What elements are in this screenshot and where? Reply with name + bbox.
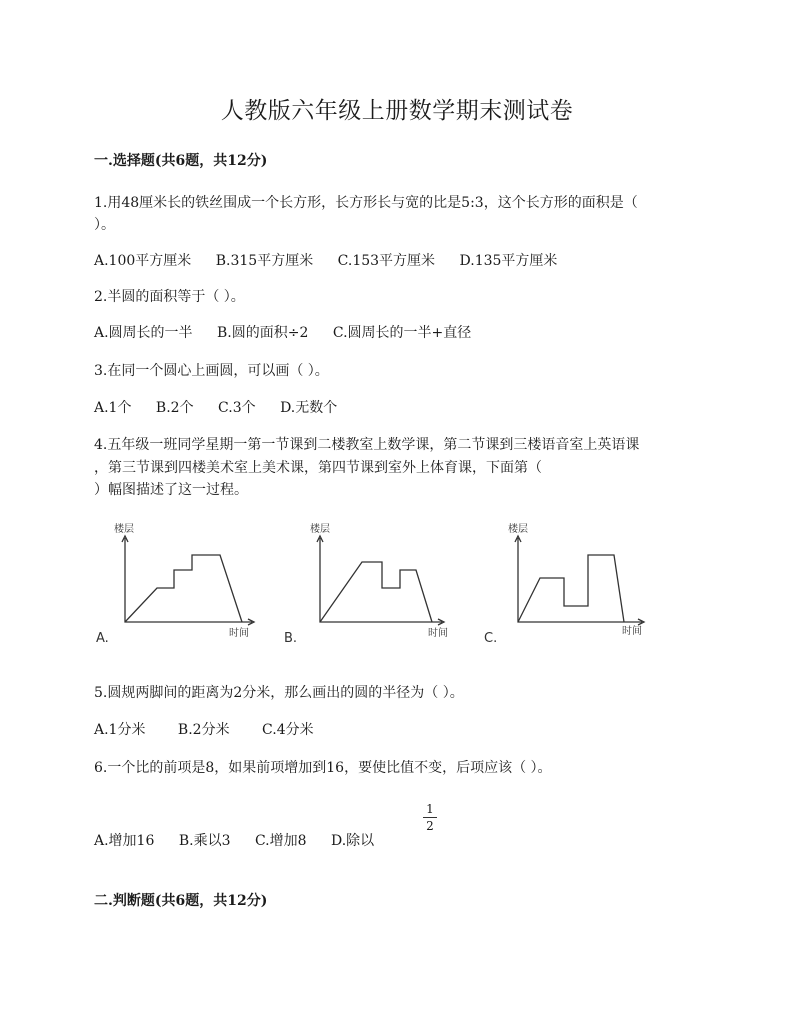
x-axis-label: 时间 [428,628,448,639]
option-b: B.圆的面积÷2 [217,325,309,341]
question-3-options [94,397,357,417]
option-b: B.315平方厘米 [215,253,314,269]
chart-label: C. [484,631,498,646]
option-b: B.2个 [155,400,194,416]
option-c: C.增加8 [254,833,307,849]
question-6-options [94,830,394,850]
option-d: D.135平方厘米 [459,253,558,269]
option-chart-c [482,520,652,650]
option-a: A.圆周长的一半 [94,325,193,341]
option-c: C.153平方厘米 [337,253,436,269]
question-4-line3: ）幅图描述了这一过程。 [94,482,248,498]
y-axis-label: 楼层 [114,524,134,535]
page-title: 人教版六年级上册数学期末测试卷 [220,98,574,124]
question-5-options [94,719,334,739]
fraction-numerator: 1 [426,802,434,816]
section-heading-judgement: 二.判断题(共6题，共12分) [94,893,268,909]
question-6: 6.一个比的前项是8，如果前项增加到16，要使比值不变，后项应该（ ）。 [94,760,552,776]
chart-label: A. [96,631,109,646]
floor-path [320,562,432,622]
option-a: A.100平方厘米 [94,253,192,269]
question-3: 3.在同一个圆心上画圆，可以画（ ）。 [94,363,329,379]
question-5: 5.圆规两脚间的距离为2分米，那么画出的圆的半径为（ ）。 [94,685,464,701]
question-1-line1: 1.用48厘米长的铁丝围成一个长方形，长方形长与宽的比是5:3，这个长方形的面积是（ [94,195,638,211]
floor-path [518,555,624,622]
option-d: D.除以 [330,833,375,849]
fraction-denominator: 2 [426,819,434,833]
option-c: C.3个 [218,400,256,416]
y-axis-label: 楼层 [508,524,528,535]
option-chart-a [92,520,262,650]
option-c: C.圆周长的一半+直径 [332,325,472,341]
axes [518,538,642,622]
option-b: B.乘以3 [178,833,231,849]
fraction-bar [423,817,437,818]
chart-label: B. [284,631,298,646]
axes [125,538,252,622]
question-1-line2: ）。 [94,217,115,233]
option-a: A.增加16 [94,833,155,849]
floor-path [125,555,242,622]
x-axis-label: 时间 [229,628,249,639]
question-1-options [94,250,577,270]
y-axis-label: 楼层 [310,524,330,535]
x-axis-label: 时间 [622,626,642,637]
question-4-line2: ，第三节课到四楼美术室上美术课，第四节课到室外上体育课，下面第（ [94,460,542,476]
question-4-line1: 4.五年级一班同学星期一第一节课到二楼教室上数学课，第二节课到三楼语音室上英语课 [94,437,640,453]
option-d: D.无数个 [280,400,338,416]
question-2: 2.半圆的面积等于（ ）。 [94,289,245,305]
option-a: A.1个 [94,400,132,416]
section-heading-choice: 一.选择题(共6题，共12分) [94,153,268,169]
axes [320,538,442,622]
option-chart-b [282,520,452,650]
option-a: A.1分米 [94,722,146,738]
option-c: C.4分米 [262,722,314,738]
question-2-options [94,322,491,342]
fraction-one-half [423,802,437,833]
option-b: B.2分米 [177,722,230,738]
